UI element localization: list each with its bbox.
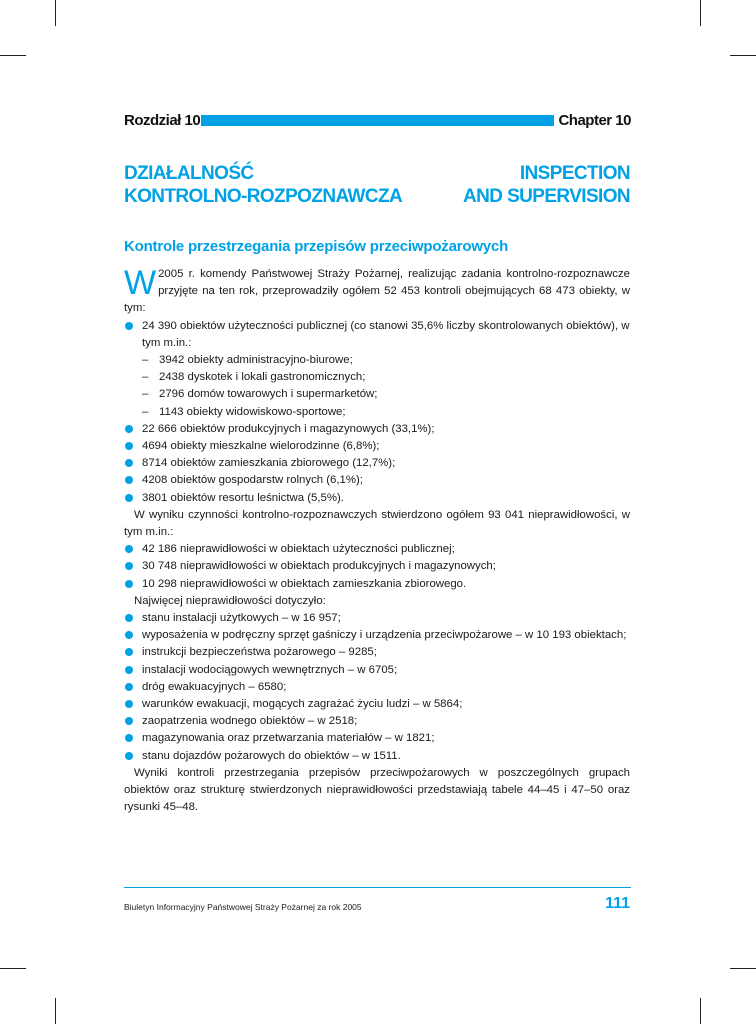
list-item: dróg ewakuacyjnych – 6580;	[124, 679, 630, 696]
crop-mark-bottom-right	[700, 998, 701, 1024]
chapter-label-en: Chapter 10	[558, 112, 631, 129]
chapter-header	[124, 112, 631, 130]
list-item: magazynowania oraz przetwarzania materiałów – w 1821;	[124, 730, 630, 747]
list-item: wyposażenia w podręczny sprzęt gaśniczy i urządzenia przeciwpożarowe – w 10 193 obiektach;	[124, 627, 630, 644]
crop-mark-left-bottom	[0, 968, 26, 969]
page-title-pl	[124, 162, 402, 208]
list-item: zaopatrzenia wodnego obiektów – w 2518;	[124, 713, 630, 730]
title-en-line2: AND SUPERVISION	[463, 186, 630, 207]
chapter-label-pl: Rozdział 10	[124, 112, 201, 129]
drop-cap: W	[124, 264, 157, 302]
footer-rule	[124, 887, 631, 888]
list-item: 4694 obiekty mieszkalne wielorodzinne (6,8%);	[124, 438, 630, 455]
list-item: 42 186 nieprawidłowości w obiektach użyteczności publicznej;	[124, 541, 630, 558]
list-item: instalacji wodociągowych wewnętrznych – w 6705;	[124, 662, 630, 679]
sub-list-item: – 3942 obiekty administracyjno-biurowe;	[142, 354, 353, 367]
footer-publication: Biuletyn Informacyjny Państwowej Straży Pożarnej za rok 2005	[124, 902, 362, 912]
paragraph-most-common: Najwięcej nieprawidłowości dotyczyło:	[134, 594, 326, 607]
page-number: 111	[605, 895, 630, 912]
title-pl-line1: DZIAŁALNOŚĆ	[124, 163, 254, 184]
intro-text: 2005 r. komendy Państwowej Straży Pożarnej, realizując zadania kontrolno-rozpoznawcze przyjęte na ten rok, przeprowadziły ogółem 52 453 kontroli obejmujących 68 473 obiekty, w tym:	[124, 268, 630, 315]
list-item: 8714 obiektów zamieszkania zbiorowego (12,7%);	[124, 455, 630, 472]
intro-paragraph	[124, 266, 630, 318]
sub-list-item: – 1143 obiekty widowiskowo-sportowe;	[142, 405, 346, 418]
page-title-en	[463, 162, 630, 208]
list-item: 10 298 nieprawidłowości w obiektach zamieszkania zbiorowego.	[124, 576, 630, 593]
crop-mark-left-top	[0, 55, 26, 56]
list-item: warunków ewakuacji, mogących zagrażać życiu ludzi – w 5864;	[124, 696, 630, 713]
crop-mark-top-right	[700, 0, 701, 26]
list-item: stanu dojazdów pożarowych do obiektów – w 1511.	[124, 748, 630, 765]
sub-list-item: – 2796 domów towarowych i supermarketów;	[142, 388, 378, 401]
list-item: 30 748 nieprawidłowości w obiektach produkcyjnych i magazynowych;	[124, 558, 630, 575]
body-text	[124, 266, 630, 817]
list-item: 24 390 obiektów użyteczności publicznej (co stanowi 35,6% liczby skontrolowanych obiektów), w tym m.in.:	[124, 318, 630, 352]
title-pl-line2: KONTROLNO-ROZPOZNAWCZA	[124, 186, 403, 207]
chapter-accent-bar	[201, 115, 554, 126]
sub-list-item: – 2438 dyskotek i lokali gastronomicznych;	[142, 371, 366, 384]
paragraph-irregularities: W wyniku czynności kontrolno-rozpoznawczych stwierdzono ogółem 93 041 nieprawidłowości, w tym m.in.:	[124, 508, 630, 539]
title-en-line1: INSPECTION	[519, 163, 630, 184]
crop-mark-right-top	[730, 55, 756, 56]
crop-mark-top-left	[55, 0, 56, 26]
paragraph-summary: Wyniki kontroli przestrzegania przepisów przeciwpożarowych w poszczególnych grupach obiektów oraz strukturę stwierdzonych nieprawidłowości przedstawiają tabele 44–45 i 47–50 oraz rysunki 45–48.	[124, 766, 630, 814]
list-item: 22 666 obiektów produkcyjnych i magazynowych (33,1%);	[124, 421, 630, 438]
section-heading: Kontrole przestrzegania przepisów przeciwpożarowych	[124, 238, 509, 255]
list-item: stanu instalacji użytkowych – w 16 957;	[124, 610, 630, 627]
crop-mark-bottom-left	[55, 998, 56, 1024]
list-item: 4208 obiektów gospodarstw rolnych (6,1%);	[124, 472, 630, 489]
list-item: instrukcji bezpieczeństwa pożarowego – 9285;	[124, 644, 630, 661]
crop-mark-right-bottom	[730, 968, 756, 969]
list-item: 3801 obiektów resortu leśnictwa (5,5%).	[124, 490, 630, 507]
